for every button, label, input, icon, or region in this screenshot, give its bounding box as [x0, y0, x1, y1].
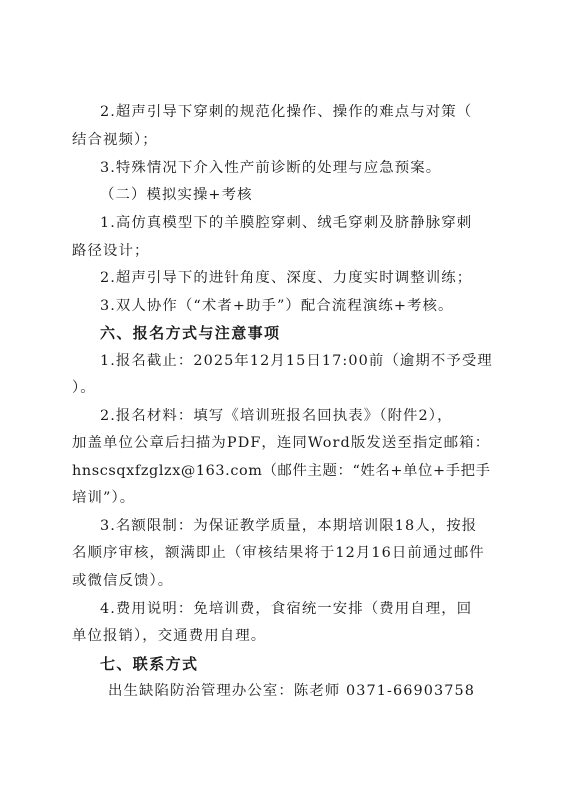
- paragraph-line: 结合视频）；: [72, 132, 158, 148]
- paragraph-line: 名顺序审核，额满即止（审核结果将于12月16日前通过邮件: [72, 545, 485, 561]
- paragraph-line: 2.超声引导下穿刺的规范化操作、操作的难点与对策（: [100, 104, 473, 120]
- paragraph-line: 或微信反馈）。: [72, 573, 174, 589]
- paragraph-line: 培训”）。: [72, 490, 136, 506]
- paragraph-line: 3.双人协作（“术者+助手”）配合流程演练+考核。: [100, 298, 454, 314]
- section-heading-6: 六、报名方式与注意事项: [100, 324, 281, 342]
- paragraph-line: 加盖单位公章后扫描为PDF，连同Word版发送至指定邮箱：: [72, 435, 491, 451]
- paragraph-line: hnscsqxfzglzx@163.com（邮件主题：“姓名+单位+手把手: [72, 463, 491, 479]
- paragraph-line: 3.名额限制：为保证教学质量，本期培训限18人，按报: [100, 518, 478, 534]
- section-heading-7: 七、联系方式: [100, 655, 199, 673]
- contact-line: 出生缺陷防治管理办公室：陈老师 0371-66903758: [108, 683, 476, 699]
- paragraph-line: 2.超声引导下的进针角度、深度、力度实时调整训练；: [100, 270, 473, 286]
- paragraph-line: 路径设计；: [72, 243, 150, 259]
- paragraph-line: ）。: [72, 380, 96, 396]
- paragraph-line: 单位报销），交通费用自理。: [72, 628, 267, 644]
- subsection-heading: （二）模拟实操+考核: [100, 187, 253, 203]
- paragraph-line: 1.报名截止：2025年12月15日17:00前（逾期不予受理: [100, 353, 493, 369]
- paragraph-line: 2.报名材料：填写《培训班报名回执表》（附件2），: [100, 408, 453, 424]
- paragraph-line: 3.特殊情况下介入性产前诊断的处理与应急预案。: [100, 160, 442, 176]
- paragraph-line: 4.费用说明：免培训费，食宿统一安排（费用自理，回: [100, 601, 473, 617]
- paragraph-line: 1.高仿真模型下的羊膜腔穿刺、绒毛穿刺及脐静脉穿刺: [100, 215, 473, 231]
